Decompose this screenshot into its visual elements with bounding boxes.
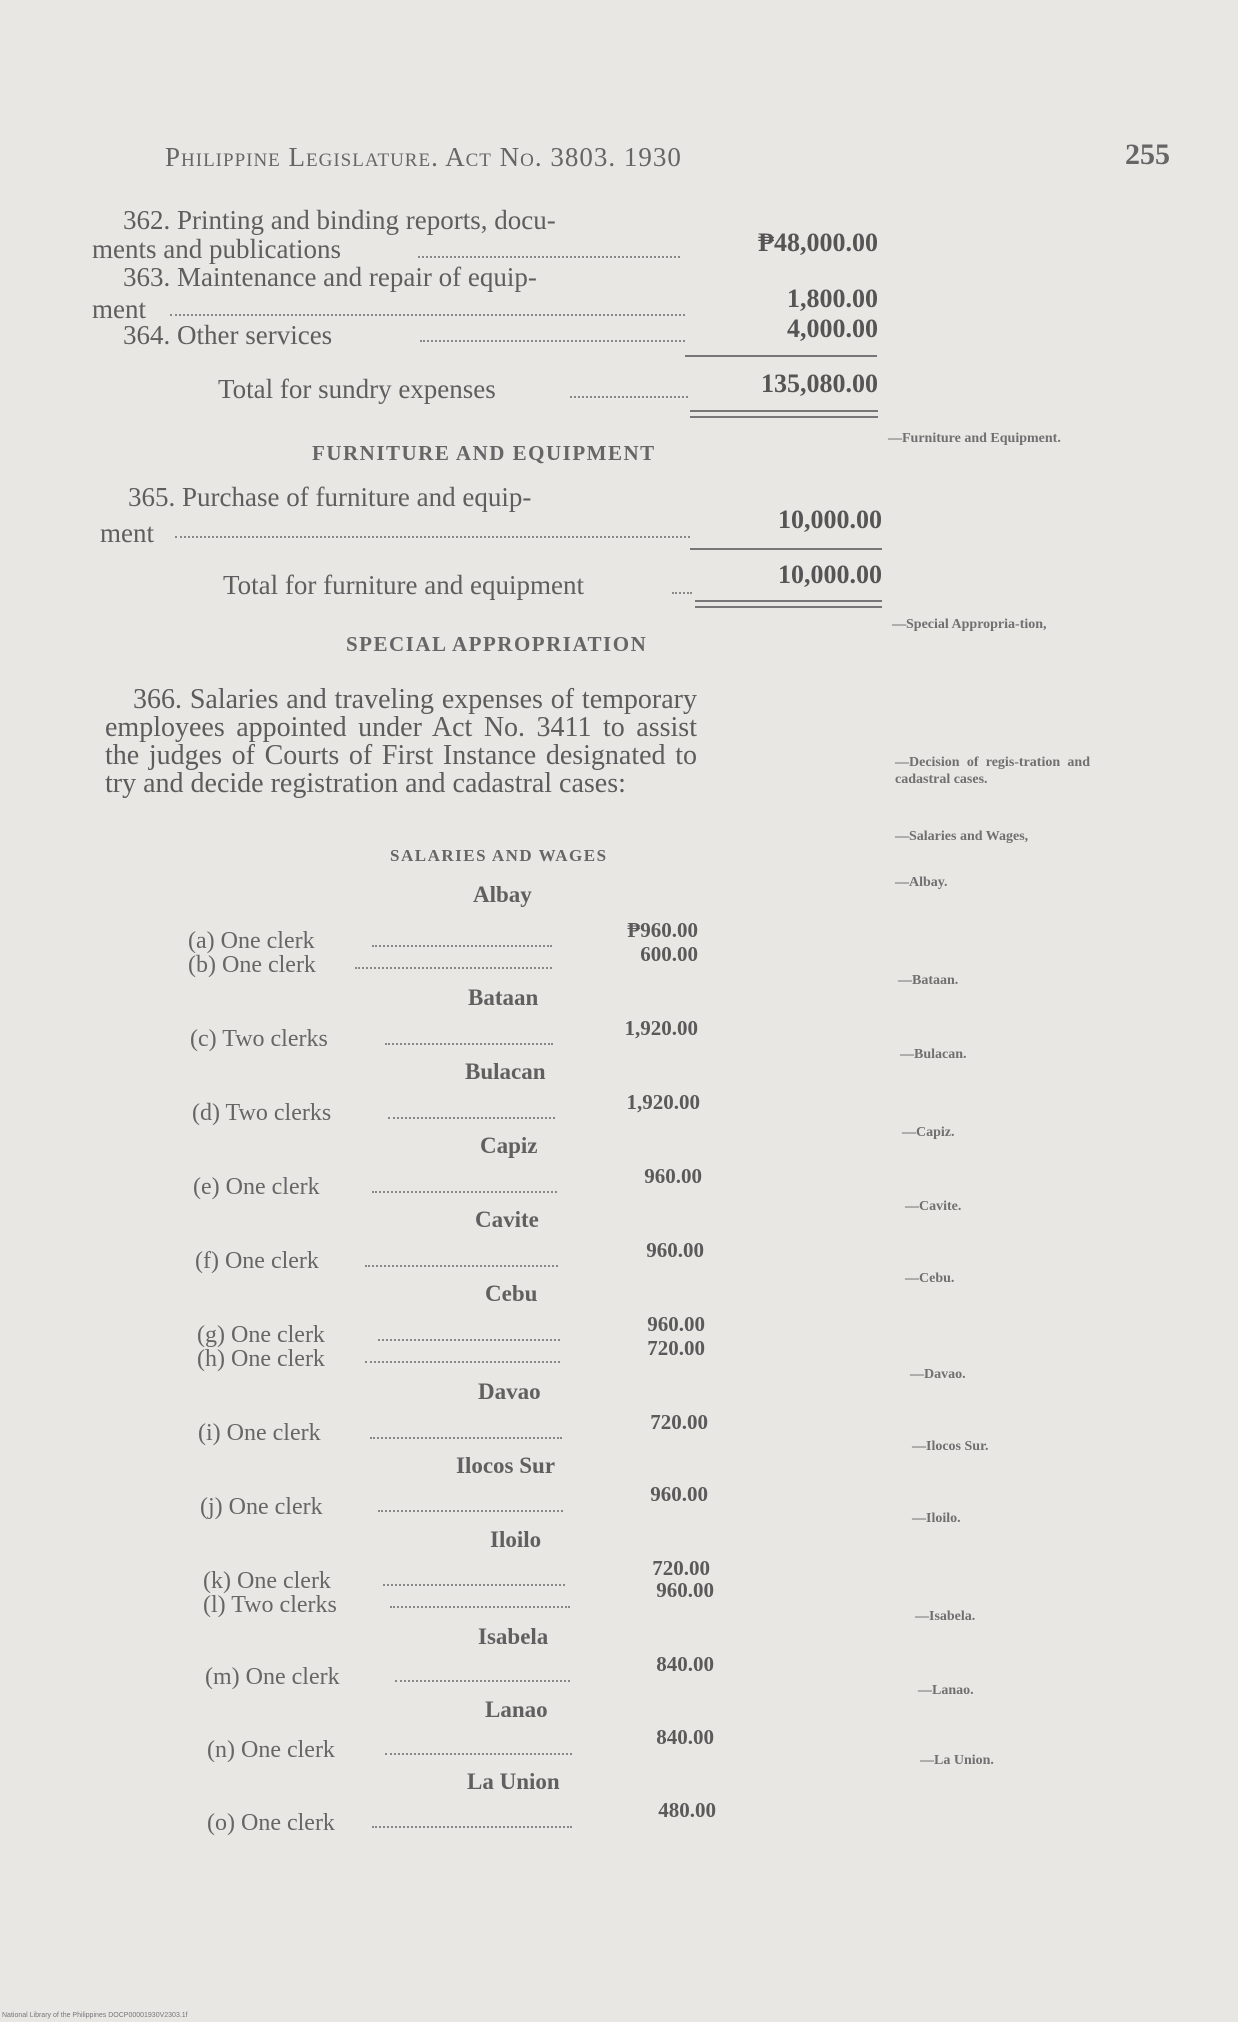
clerk-amount: 960.00 <box>644 1164 702 1188</box>
province-note: —Bulacan. <box>900 1047 967 1062</box>
item-362-amount: ₱48,000.00 <box>758 228 878 257</box>
clerk-item: (h) One clerk <box>197 1346 325 1372</box>
province-bulacan: Bulacan <box>465 1059 546 1084</box>
leader-dots <box>365 1361 560 1363</box>
clerk-item: (b) One clerk <box>188 952 316 978</box>
province-note: —Capiz. <box>902 1125 955 1140</box>
clerk-amount: 960.00 <box>646 1238 704 1262</box>
clerk-amount: 840.00 <box>656 1725 714 1749</box>
double-rule <box>695 600 882 602</box>
clerk-amount: 720.00 <box>647 1336 705 1360</box>
leader-dots <box>385 1753 572 1755</box>
clerk-amount: 960.00 <box>656 1578 714 1602</box>
leader-dots <box>370 1437 562 1439</box>
clerk-item: (i) One clerk <box>198 1420 321 1446</box>
leader-dots <box>365 1265 558 1267</box>
clerk-amount: ₱960.00 <box>627 918 698 942</box>
item-362-line1: 362. Printing and binding reports, docu- <box>123 205 556 235</box>
clerk-item: (j) One clerk <box>200 1494 323 1520</box>
leader-dots <box>355 967 552 969</box>
clerk-item: (g) One clerk <box>197 1322 325 1348</box>
clerk-item: (o) One clerk <box>207 1810 335 1836</box>
leader-dots <box>378 1510 563 1512</box>
clerk-item: (e) One clerk <box>193 1174 320 1200</box>
leader-dots <box>420 340 685 342</box>
leader-dots <box>385 1043 553 1045</box>
province-lanao: Lanao <box>485 1697 548 1722</box>
leader-dots <box>372 945 552 947</box>
leader-dots <box>395 1680 570 1682</box>
province-note: —Iloilo. <box>912 1511 961 1526</box>
clerk-amount: 960.00 <box>650 1482 708 1506</box>
item-365-line2: ment <box>100 518 154 548</box>
province-note: —Ilocos Sur. <box>912 1439 989 1454</box>
leader-dots <box>372 1191 557 1193</box>
province-note: —Bataan. <box>898 973 959 988</box>
double-rule <box>690 416 878 418</box>
clerk-amount: 840.00 <box>656 1652 714 1676</box>
province-ilocos-sur: Ilocos Sur <box>456 1453 556 1478</box>
clerk-amount: 1,920.00 <box>624 1016 698 1040</box>
double-rule <box>690 410 878 412</box>
running-header <box>165 142 682 173</box>
item-364-line: 364. Other services <box>123 320 333 350</box>
item-362-line2: ments and publications <box>92 234 341 264</box>
leader-dots <box>383 1584 565 1586</box>
total-sundry-amount: 135,080.00 <box>761 369 878 398</box>
province-note: —Isabela. <box>915 1609 976 1624</box>
salaries-subheading: SALARIES AND WAGES <box>390 846 608 865</box>
item-364-amount: 4,000.00 <box>787 314 878 343</box>
province-capiz: Capiz <box>480 1133 538 1158</box>
province-albay: Albay <box>473 882 532 907</box>
rule <box>685 355 877 357</box>
leader-dots <box>378 1339 560 1341</box>
rule <box>690 548 882 550</box>
decision-margin-note: —Decision of regis-tration and cadastral cases. <box>895 755 1090 787</box>
clerk-amount: 720.00 <box>652 1556 710 1580</box>
clerk-item: (c) Two clerks <box>190 1026 328 1052</box>
clerk-amount: 600.00 <box>640 942 698 966</box>
leader-dots <box>418 256 680 258</box>
scan-footer: National Library of the Philippines DOCP00001930V2303.1f <box>2 2012 188 2019</box>
province-la-union: La Union <box>467 1769 560 1794</box>
clerk-item: (a) One clerk <box>188 928 315 954</box>
total-sundry-label: Total for sundry expenses <box>218 374 496 404</box>
leader-dots <box>372 1826 572 1828</box>
page-number: 255 <box>1125 138 1170 171</box>
total-furniture-amount: 10,000.00 <box>778 560 882 589</box>
province-note: —Cavite. <box>905 1199 962 1214</box>
salaries-margin-note: —Salaries and Wages, <box>895 829 1029 844</box>
furniture-heading: FURNITURE AND EQUIPMENT <box>312 441 656 465</box>
province-note: —Davao. <box>910 1367 966 1382</box>
leader-dots <box>390 1606 570 1608</box>
clerk-item: (l) Two clerks <box>203 1592 337 1618</box>
clerk-item: (m) One clerk <box>205 1664 340 1690</box>
item-365-amount: 10,000.00 <box>778 505 882 534</box>
province-note: —La Union. <box>920 1753 994 1768</box>
special-heading: SPECIAL APPROPRIATION <box>346 632 648 656</box>
item-363-line2: ment <box>92 294 146 324</box>
province-cavite: Cavite <box>475 1207 539 1232</box>
province-iloilo: Iloilo <box>490 1527 542 1552</box>
province-note: —Cebu. <box>905 1271 955 1286</box>
province-note: —Lanao. <box>918 1683 974 1698</box>
province-bataan: Bataan <box>468 985 539 1010</box>
leader-dots <box>175 536 690 538</box>
item-365-line1: 365. Purchase of furniture and equip- <box>128 482 532 512</box>
clerk-item: (f) One clerk <box>195 1248 319 1274</box>
clerk-amount: 720.00 <box>650 1410 708 1434</box>
leader-dots <box>570 396 688 398</box>
item-363-line1: 363. Maintenance and repair of equip- <box>123 262 537 292</box>
clerk-amount: 1,920.00 <box>626 1090 700 1114</box>
clerk-amount: 960.00 <box>647 1312 705 1336</box>
clerk-item: (d) Two clerks <box>192 1100 332 1126</box>
furniture-margin-note: —Furniture and Equipment. <box>888 431 1061 446</box>
province-cebu: Cebu <box>485 1281 538 1306</box>
clerk-item: (n) One clerk <box>207 1737 335 1763</box>
province-davao: Davao <box>478 1379 541 1404</box>
leader-dots <box>388 1117 555 1119</box>
clerk-amount: 480.00 <box>658 1798 716 1822</box>
clerk-item: (k) One clerk <box>203 1568 331 1594</box>
leader-dots <box>170 314 685 316</box>
special-margin-note: —Special Appropria-tion, <box>892 617 1047 632</box>
leader-dots <box>672 592 692 594</box>
double-rule <box>695 606 882 608</box>
province-note: —Albay. <box>895 875 948 890</box>
item-366-paragraph: 366. Salaries and traveling expenses of temporary employees appointed under Act No. 3411 to assist the judges of Courts of First Instance designated to try and decide registration and cadastral cases: <box>105 684 697 799</box>
province-isabela: Isabela <box>478 1624 549 1649</box>
item-363-amount: 1,800.00 <box>787 284 878 313</box>
header-title: Philippine Legislature. Act No. 3803. 1930 <box>165 142 682 172</box>
total-furniture-label: Total for furniture and equipment <box>223 570 584 600</box>
